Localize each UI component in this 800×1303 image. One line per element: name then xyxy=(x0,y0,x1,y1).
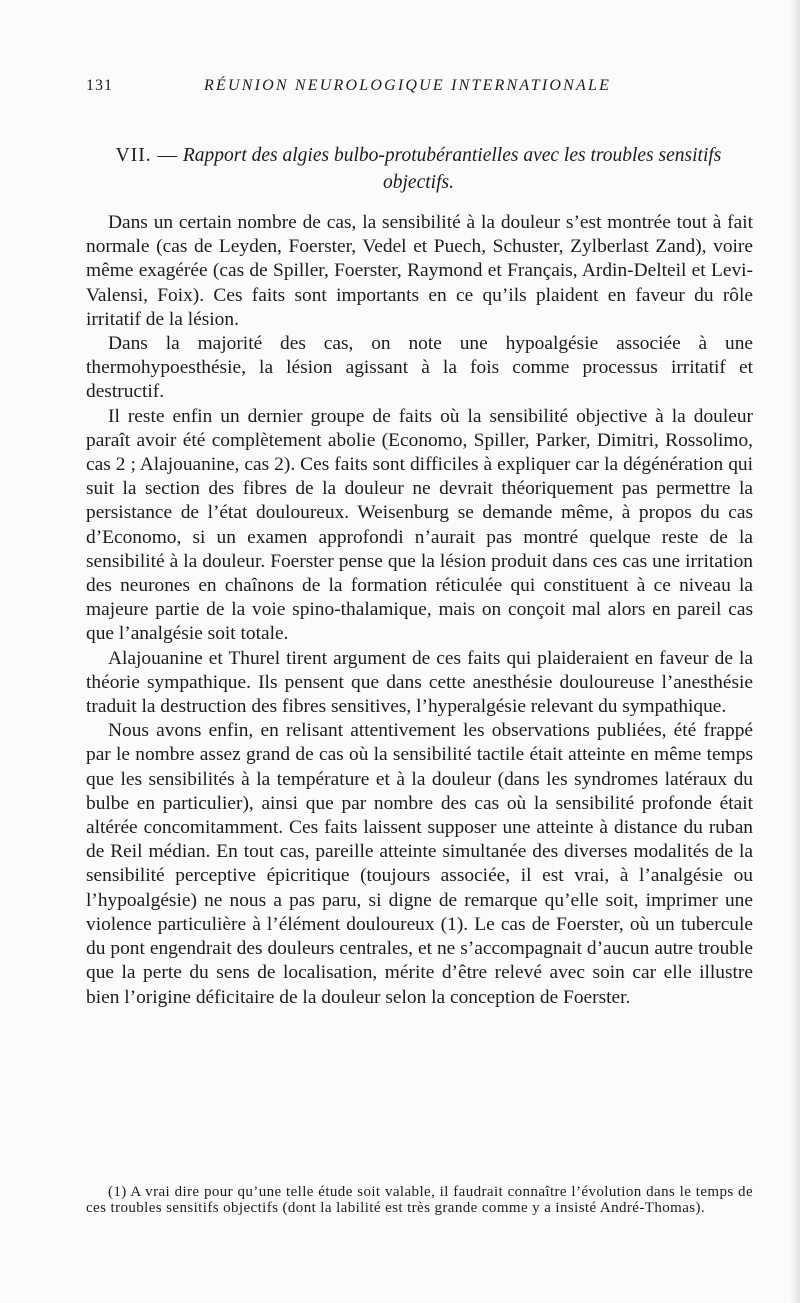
section-number: VII. — xyxy=(115,145,178,166)
header-title: RÉUNION NEUROLOGIQUE INTERNATIONALE xyxy=(204,77,612,94)
running-header xyxy=(86,77,751,99)
paragraph: Nous avons enfin, en relisant attentivement les observations publiées, été frappé par le nombre assez grand de cas où la sensibilité tactile était atteinte en même temps que les sensibilités à la température et à la douleur (dans les syndromes latéraux du bulbe en particulier), ainsi que par nombre des cas où la sensibilité profonde était altérée concomitamment. Ces faits laissent supposer une atteinte à distance du ruban de Reil médian. En tout cas, pareille atteinte simultanée des diverses modalités de la sensibilité perceptive épicritique (toujours associée, il est vrai, à l’analgésie ou l’hypoalgésie) ne nous a pas paru, si digne de remarque qu’elle soit, imprimer une violence particulière à l’élément douloureux (1). Le cas de Foerster, où un tubercule du pont engendrait des douleurs centrales, et ne s’accompagnait d’aucun autre trouble que la perte du sens de localisation, mérite d’être relevé avec soin car elle illustre bien l’origine déficitaire de la douleur selon la conception de Foerster. xyxy=(86,720,753,1008)
body-text xyxy=(86,211,753,1010)
section-title: Rapport des algies bulbo-protubérantielles avec les troubles sensitifs objectifs. xyxy=(182,145,722,193)
paragraph: Alajouanine et Thurel tirent argument de ces faits qui plaideraient en faveur de la théorie sympathique. Ils pensent que dans cette anesthésie douloureuse l’anesthésie traduit la destruction des fibres sensitives, l’hyperalgésie relevant du sympathique. xyxy=(86,647,753,718)
paragraph: Dans la majorité des cas, on note une hypoalgésie associée à une thermohypoesthésie, la lésion agissant à la fois comme processus irritatif et destructif. xyxy=(86,333,753,403)
page-number: 131 xyxy=(86,77,113,94)
footnote: (1) A vrai dire pour qu’une telle étude soit valable, il faudrait connaître l’évolution dans le temps de ces troubles sensitifs objectifs (dont la labilité est très grande comme y a insisté André-Thomas). xyxy=(86,1184,753,1216)
paragraph: Il reste enfin un dernier groupe de faits où la sensibilité objective à la douleur paraît avoir été complètement abolie (Economo, Spiller, Parker, Dimitri, Rossolimo, cas 2 ; Alajouanine, cas 2). Ces faits sont difficiles à expliquer car la dégénération qui suit la section des fibres de la douleur ne devrait théoriquement pas permettre la persistance de l’état douloureux. Weisenburg se demande même, à propos du cas d’Economo, si un examen approfondi n’aurait pas montré quelque reste de la sensibilité à la douleur. Foerster pense que la lésion produit dans ces cas une irritation des neurones en chaînons de la formation réticulée qui constituent à ce niveau la majeure partie de la voie spino-thalamique, mais on conçoit mal alors en pareil cas que l’analgésie soit totale. xyxy=(86,405,753,645)
section-heading xyxy=(86,142,751,196)
paragraph: Dans un certain nombre de cas, la sensibilité à la douleur s’est montrée tout à fait normale (cas de Leyden, Foerster, Vedel et Puech, Schuster, Zylberlast Zand), voire même exagérée (cas de Spiller, Foerster, Raymond et Français, Ardin-Delteil et Levi-Valensi, Foix). Ces faits sont importants en ce qu’ils plaident en faveur du rôle irritatif de la lésion. xyxy=(86,212,753,330)
scan-edge-shadow xyxy=(790,0,800,1303)
